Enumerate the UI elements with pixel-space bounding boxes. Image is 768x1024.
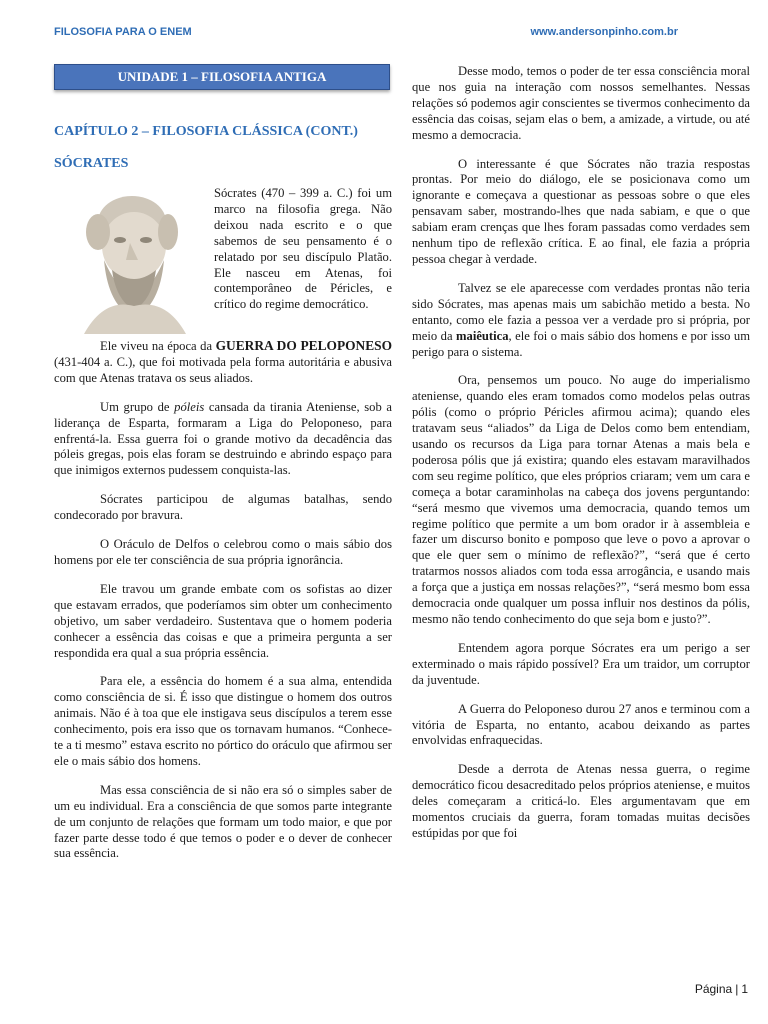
bold-term-war: GUERRA DO PELOPONESO <box>215 338 393 353</box>
bold-term-maieutics: maiêutica <box>456 328 509 343</box>
intro-block <box>54 186 392 338</box>
right-column <box>412 64 750 855</box>
chapter-title: CAPÍTULO 2 – FILOSOFIA CLÁSSICA (CONT.) <box>54 124 358 139</box>
left-column <box>54 64 392 875</box>
paragraph-peloponnesian-war <box>54 338 392 387</box>
text-span: Talvez se ele aparecesse com verdades prontas não teria sido Sócrates, mas apenas mais um sabichão metido a besta. No entanto, como ele fazia a pessoa ver a verdade pro si própria, por meio da <box>412 280 750 343</box>
page-footer <box>695 982 748 996</box>
paragraph-poleis <box>54 400 392 480</box>
text-span: Um grupo de <box>100 399 175 414</box>
page-separator: | <box>735 982 739 996</box>
paragraph-imperialism: Ora, pensemos um pouco. No auge do imperialismo ateniense, quando eles eram tomados como modelos pelas outras pólis (como o próprio Péricles afirmou acima); quando eles tratavam seus “aliados” da Liga de Delos como bem entendiam, usando os recursos da Liga para tornar Atenas a mais bela e poderosa pólis que já existira; quando eles estavam maravilhados com seu regime político, que eles próprios criaram; vem um cara e começa a botar caraminholas na cabeça dos jovens perguntando: “será mesmo que vivemos uma democracia, quando temos um regime político que permite a um bom orador ir à assembleia e fazer um discurso bonito e pomposo que leve o povo a aprovar o que ele quer sem o mínimo de reflexão?”, “será que é certo tratarmos nossos aliados com toda essa arrogância, e usando mais a força que a justiça em nossas relações?”, “será mesmo bom essa democracia onde qualquer um possa influir nos destinos da pólis, mesmo não tendo conhecimento do que seja bom e justo?”. <box>412 373 750 626</box>
unit-title-box: UNIDADE 1 – FILOSOFIA ANTIGA <box>54 64 390 90</box>
paragraph-danger: Entendem agora porque Sócrates era um perigo a ser exterminado o mais rápido possível? Era um traidor, um corruptor da juventude. <box>412 640 750 687</box>
paragraph-sophists: Ele travou um grande embate com os sofistas ao dizer que estavam errados, que poderíamos sim obter um conhecimento objetivo, um saber verdadeiro. Sustentava que o homem poderia conhecer a essência das coisas e que a primeira pergunta a ser respondida era qual a sua própria essência. <box>54 581 392 660</box>
paragraph-self-consciousness: Mas essa consciência de si não era só o simples saber de um eu individual. Era a consciência de que somos parte integrante de um conjunto de relações que formam um todo maior, e que por fazer parte desse todo é que temos o poder e o dever de conhecer sua essência. <box>54 782 392 861</box>
text-span: (431-404 a. C.), que foi motivada pela forma autoritária e abusiva com que Atenas tratava os seus aliados. <box>54 354 392 385</box>
page-label: Página <box>694 982 733 996</box>
paragraph-war-end: A Guerra do Peloponeso durou 27 anos e terminou com a vitória de Esparta, no entanto, acabou deixando as partes envolvidas enfraquecidas. <box>412 701 750 748</box>
paragraph-battles: Sócrates participou de algumas batalhas, sendo condecorado por bravura. <box>54 492 392 523</box>
text-span: Ele viveu na época da <box>100 339 216 353</box>
paragraph-democracy-critique: Desde a derrota de Atenas nessa guerra, o regime democrático ficou desacreditado pelos próprios ateniense, e muitos deles começaram a criticá-lo. Eles argumentavam que em momentos cruciais da guerra, foram tomadas muitas decisões estúpidas por que foi <box>412 762 750 840</box>
paragraph-essence: Para ele, a essência do homem é a sua alma, entendida como consciência de si. É isso que distingue o homem dos outros animais. Não é à toa que ele instigava seus discípulos a terem esse conhecimento, pois era isso que os tornavam humanos. “Conhece-te a ti mesmo” estava escrito no pórtico do oráculo que afirmou ser ele o mais sábio dos homens. <box>54 674 392 768</box>
text-span: cansada da tirania Ateniense, sob a liderança de Esparta, formaram a Liga do Peloponeso, para enfrentá-la. Essa guerra foi o grande motivo da decadência das póleis gregas, pois elas foram se destruindo e abrindo espaço para que inimigos externos pudessem conquista-las. <box>54 399 392 478</box>
intro-paragraph: Sócrates (470 – 399 a. C.) foi um marco na filosofia grega. Não deixou nada escrito e o que sabemos de seu pensamento é o relatado por seu discípulo Platão. Ele nasceu em Atenas, foi contemporâneo de Péricles, e crítico do regime democrático. <box>214 186 392 312</box>
page-number: 1 <box>741 982 748 996</box>
header-website-link[interactable]: www.andersonpinho.com.br <box>530 26 678 38</box>
text-span: , ele foi o mais sábio dos homens e por isso um perigo para o sistema. <box>412 328 750 359</box>
paragraph-moral-consciousness: Desse modo, temos o poder de ter essa consciência moral que nos guia na interação com nossos semelhantes. Nessas relações só podemos agir conscientes se tivermos conhecimento da essência das coisas, sejam elas o bem, a amizade, a virtude, ou até mesmo a democracia. <box>412 64 750 142</box>
paragraph-maieutics <box>412 281 750 361</box>
paragraph-dialogue: O interessante é que Sócrates não trazia respostas prontas. Por meio do diálogo, ele se posicionava como um ignorante e começava a questionar as pessoas sobre o que eles pensavam saber, mostrando-lhes que nada sabiam, e que o que sabiam eram crenças que lhes foram passadas como verdades sem nenhum tipo de reflexão crítica. E ao final, ele fazia a própria pessoa chegar à verdade. <box>412 156 750 266</box>
italic-term-poleis: póleis <box>174 399 205 414</box>
socrates-bust-image <box>54 188 204 334</box>
paragraph-oracle: O Oráculo de Delfos o celebrou como o mais sábio dos homens por ele ter consciência de sua própria ignorância. <box>54 537 392 567</box>
section-title: SÓCRATES <box>54 156 129 171</box>
header-title: FILOSOFIA PARA O ENEM <box>54 26 192 38</box>
